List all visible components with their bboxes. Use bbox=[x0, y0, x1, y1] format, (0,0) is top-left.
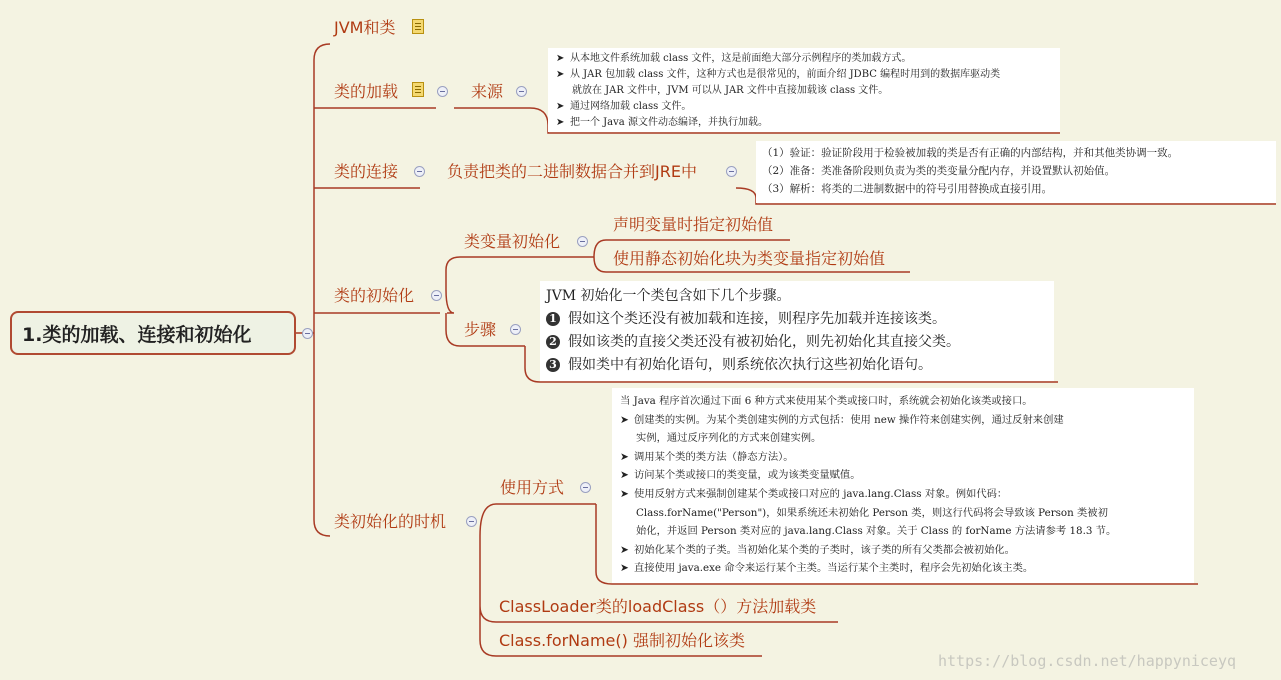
list-item: 始化，并返回 Person 类对应的 java.lang.Class 对象。关于 Class 的 forName 方法请参考 18.3 节。 bbox=[636, 525, 1117, 538]
node-usage[interactable]: 使用方式 bbox=[500, 478, 565, 497]
list-item: ➤ 把一个 Java 源文件动态编译，并执行加载。 bbox=[556, 117, 768, 128]
list-item: Class.forName("Person")，如果系统还未初始化 Person 类，则这行代码将会导致该 Person 类被初 bbox=[636, 506, 1108, 519]
collapse-toggle[interactable] bbox=[580, 482, 591, 493]
list-item: ➤ 创建类的实例。为某个类创建实例的方式包括：使用 new 操作符来创建实例，通过反射来创建 bbox=[620, 413, 1064, 426]
image-source-list bbox=[548, 48, 1060, 132]
node-timing[interactable]: 类初始化的时机 bbox=[334, 512, 447, 531]
node-loadclass[interactable]: ClassLoader类的loadClass（）方法加载类 bbox=[499, 597, 817, 616]
node-init[interactable]: 类的初始化 bbox=[334, 286, 415, 305]
node-forname[interactable]: Class.forName() 强制初始化该类 bbox=[499, 631, 745, 650]
image-steps bbox=[540, 281, 1054, 381]
note-icon[interactable] bbox=[412, 82, 424, 97]
list-item: 3 假如类中有初始化语句，则系统依次执行这些初始化语句。 bbox=[546, 354, 1048, 377]
list-item: ➤ 使用反射方式来强制创建某个类或接口对应的 java.lang.Class 对象。例如代码： bbox=[620, 487, 1008, 500]
collapse-toggle[interactable] bbox=[577, 236, 588, 247]
list-item: ➤ 初始化某个类的子类。当初始化某个类的子类时，该子类的所有父类都会被初始化。 bbox=[620, 543, 1015, 556]
list-item: 就放在 JAR 文件中，JVM 可以从 JAR 文件中直接加载该 class 文件。 bbox=[572, 85, 889, 96]
root-label: 1.类的加载、连接和初始化 bbox=[22, 323, 252, 346]
list-item: 1 假如这个类还没有被加载和连接，则程序先加载并连接该类。 bbox=[546, 308, 1048, 331]
list-item: （2）准备：类准备阶段则负责为类的类变量分配内存，并设置默认初始值。 bbox=[762, 165, 1116, 177]
list-item: ➤ 直接使用 java.exe 命令来运行某个主类。当运行某个主类时，程序会先初始化该主类。 bbox=[620, 562, 1034, 575]
collapse-toggle[interactable] bbox=[431, 290, 442, 301]
image-timing bbox=[612, 388, 1194, 583]
collapse-toggle[interactable] bbox=[302, 328, 313, 339]
node-source[interactable]: 来源 bbox=[471, 82, 504, 101]
collapse-toggle[interactable] bbox=[510, 324, 521, 335]
list-item: ➤ 访问某个类或接口的类变量，或为该类变量赋值。 bbox=[620, 469, 861, 482]
collapse-toggle[interactable] bbox=[437, 86, 448, 97]
image-link-list bbox=[756, 141, 1276, 203]
node-linking[interactable]: 类的连接 bbox=[334, 162, 399, 181]
list-item: （3）解析：将类的二进制数据中的符号引用替换成直接引用。 bbox=[762, 183, 1053, 195]
watermark: https://blog.csdn.net/happyniceyq bbox=[938, 652, 1237, 670]
node-classvar-item-1[interactable]: 声明变量时指定初始值 bbox=[613, 215, 774, 234]
list-item: ➤ 通过网络加载 class 文件。 bbox=[556, 101, 692, 112]
node-loading[interactable]: 类的加载 bbox=[334, 82, 399, 101]
list-item: 实例，通过反序列化的方式来创建实例。 bbox=[636, 432, 822, 445]
node-classvar-item-2[interactable]: 使用静态初始化块为类变量指定初始值 bbox=[613, 249, 886, 268]
node-steps[interactable]: 步骤 bbox=[464, 320, 497, 339]
list-item: ➤ 调用某个类的类方法（静态方法）。 bbox=[620, 450, 794, 463]
list-item: （1）验证：验证阶段用于检验被加载的类是否有正确的内部结构，并和其他类协调一致。 bbox=[762, 147, 1179, 159]
collapse-toggle[interactable] bbox=[414, 166, 425, 177]
node-linking-desc[interactable]: 负责把类的二进制数据合并到JRE中 bbox=[447, 162, 697, 181]
list-item: ➤ 从 JAR 包加载 class 文件，这种方式也是很常见的，前面介绍 JDBC 编程时用到的数据库驱动类 bbox=[556, 69, 1001, 80]
node-jvm[interactable]: JVM和类 bbox=[334, 18, 396, 37]
node-classvar[interactable]: 类变量初始化 bbox=[464, 232, 561, 251]
collapse-toggle[interactable] bbox=[516, 86, 527, 97]
list-item: ➤ 从本地文件系统加载 class 文件，这是前面绝大部分示例程序的类加载方式。 bbox=[556, 53, 912, 64]
timing-intro: 当 Java 程序首次通过下面 6 种方式来使用某个类或接口时，系统就会初始化该类或接口。 bbox=[620, 395, 1033, 407]
steps-intro: JVM 初始化一个类包含如下几个步骤。 bbox=[546, 288, 791, 304]
collapse-toggle[interactable] bbox=[726, 166, 737, 177]
list-item: 2 假如该类的直接父类还没有被初始化，则先初始化其直接父类。 bbox=[546, 331, 1048, 354]
collapse-toggle[interactable] bbox=[466, 516, 477, 527]
note-icon[interactable] bbox=[412, 19, 424, 34]
root-node[interactable] bbox=[10, 311, 296, 355]
